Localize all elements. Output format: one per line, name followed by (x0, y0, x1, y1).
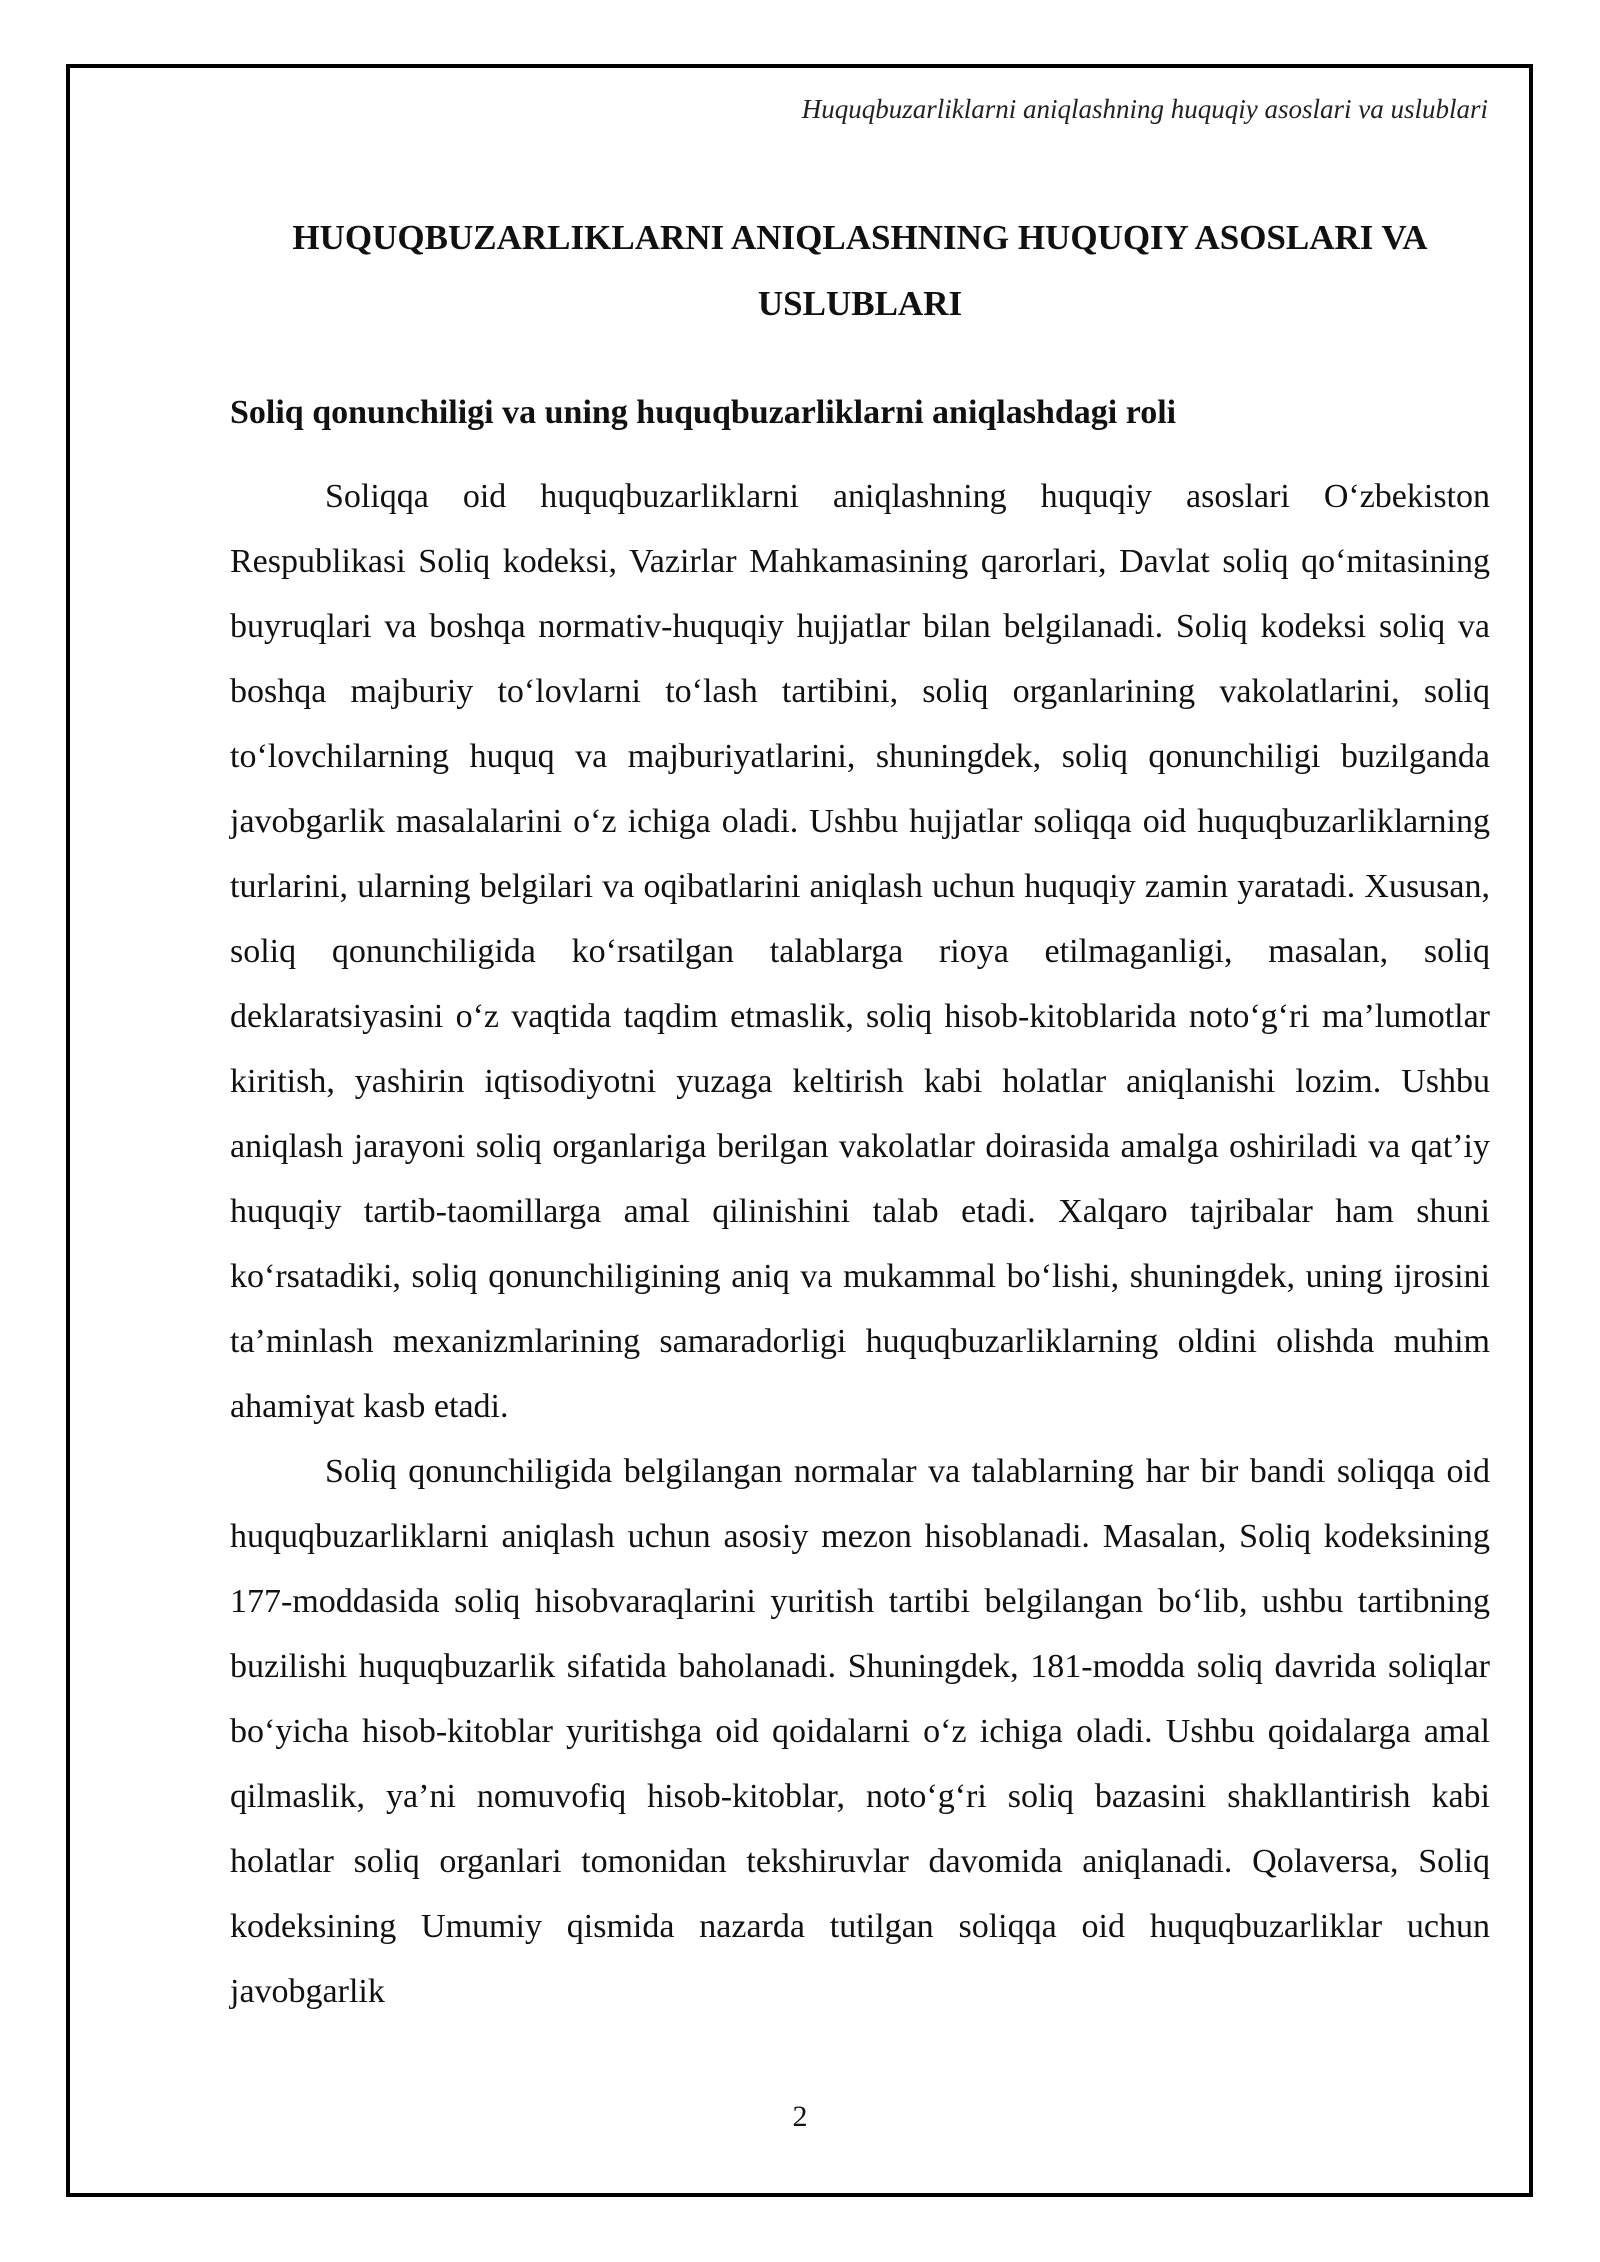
document-title-line-1: HUQUQBUZARLIKLARNI ANIQLASHNING HUQUQIY ASOSLARI VA (292, 218, 1428, 257)
paragraph-2: Soliq qonunchiligida belgilangan normalar va talablarning har bir bandi soliqqa oid huquqbuzarliklarni aniqlash uchun asosiy mezon hisoblanadi. Masalan, Soliq kodeksining 177-moddasida soliq hisobvaraqlarini yuritish tartibi belgilangan bo‘lib, ushbu tartibning buzilishi huquqbuzarlik sifatida baholanadi. Shuningdek, 181-modda soliq davrida soliqlar bo‘yicha hisob-kitoblar yuritishga oid qoidalarni o‘z ichiga oladi. Ushbu qoidalarga amal qilmaslik, ya’ni nomuvofiq hisob-kitoblar, noto‘g‘ri soliq bazasini shakllantirish kabi holatlar soliq organlari tomonidan tekshiruvlar davomida aniqlanadi. Qolaversa, Soliq kodeksining Umumiy qismida nazarda tutilgan soliqqa oid huquqbuzarliklar uchun javobgarlik (230, 1453, 1490, 2010)
body-text (230, 464, 1490, 2024)
document-title (230, 205, 1490, 337)
running-header: Huquqbuzarliklarni aniqlashning huquqiy asoslari va uslublari (801, 94, 1488, 124)
page-number: 2 (792, 2100, 808, 2133)
paragraph-1: Soliqqa oid huquqbuzarliklarni aniqlashning huquqiy asoslari O‘zbekiston Respublikasi Soliq kodeksi, Vazirlar Mahkamasining qarorlari, Davlat soliq qo‘mitasining buyruqlari va boshqa normativ-huquqiy hujjatlar bilan belgilanadi. Soliq kodeksi soliq va boshqa majburiy to‘lovlarni to‘lash tartibini, soliq organlarining vakolatlarini, soliq to‘lovchilarning huquq va majburiyatlarini, shuningdek, soliq qonunchiligi buzilganda javobgarlik masalalarini o‘z ichiga oladi. Ushbu hujjatlar soliqqa oid huquqbuzarliklarning turlarini, ularning belgilari va oqibatlarini aniqlash uchun huquqiy zamin yaratadi. Xususan, soliq qonunchiligida ko‘rsatilgan talablarga rioya etilmaganligi, masalan, soliq deklaratsiyasini o‘z vaqtida taqdim etmaslik, soliq hisob-kitoblarida noto‘g‘ri ma’lumotlar kiritish, yashirin iqtisodiyotni yuzaga keltirish kabi holatlar aniqlanishi lozim. Ushbu aniqlash jarayoni soliq organlariga berilgan vakolatlar doirasida amalga oshiriladi va qat’iy huquqiy tartib-taomillarga amal qilinishini talab etadi. Xalqaro tajribalar ham shuni ko‘rsatadiki, soliq qonunchiligining aniq va mukammal bo‘lishi, shuningdek, uning ijrosini ta’minlash mexanizmlarining samaradorligi huquqbuzarliklarning oldini olishda muhim ahamiyat kasb etadi. (230, 478, 1490, 1425)
document-title-line-2: USLUBLARI (757, 284, 963, 323)
section-heading: Soliq qonunchiligi va uning huquqbuzarliklarni aniqlashdagi roli (230, 394, 1177, 431)
